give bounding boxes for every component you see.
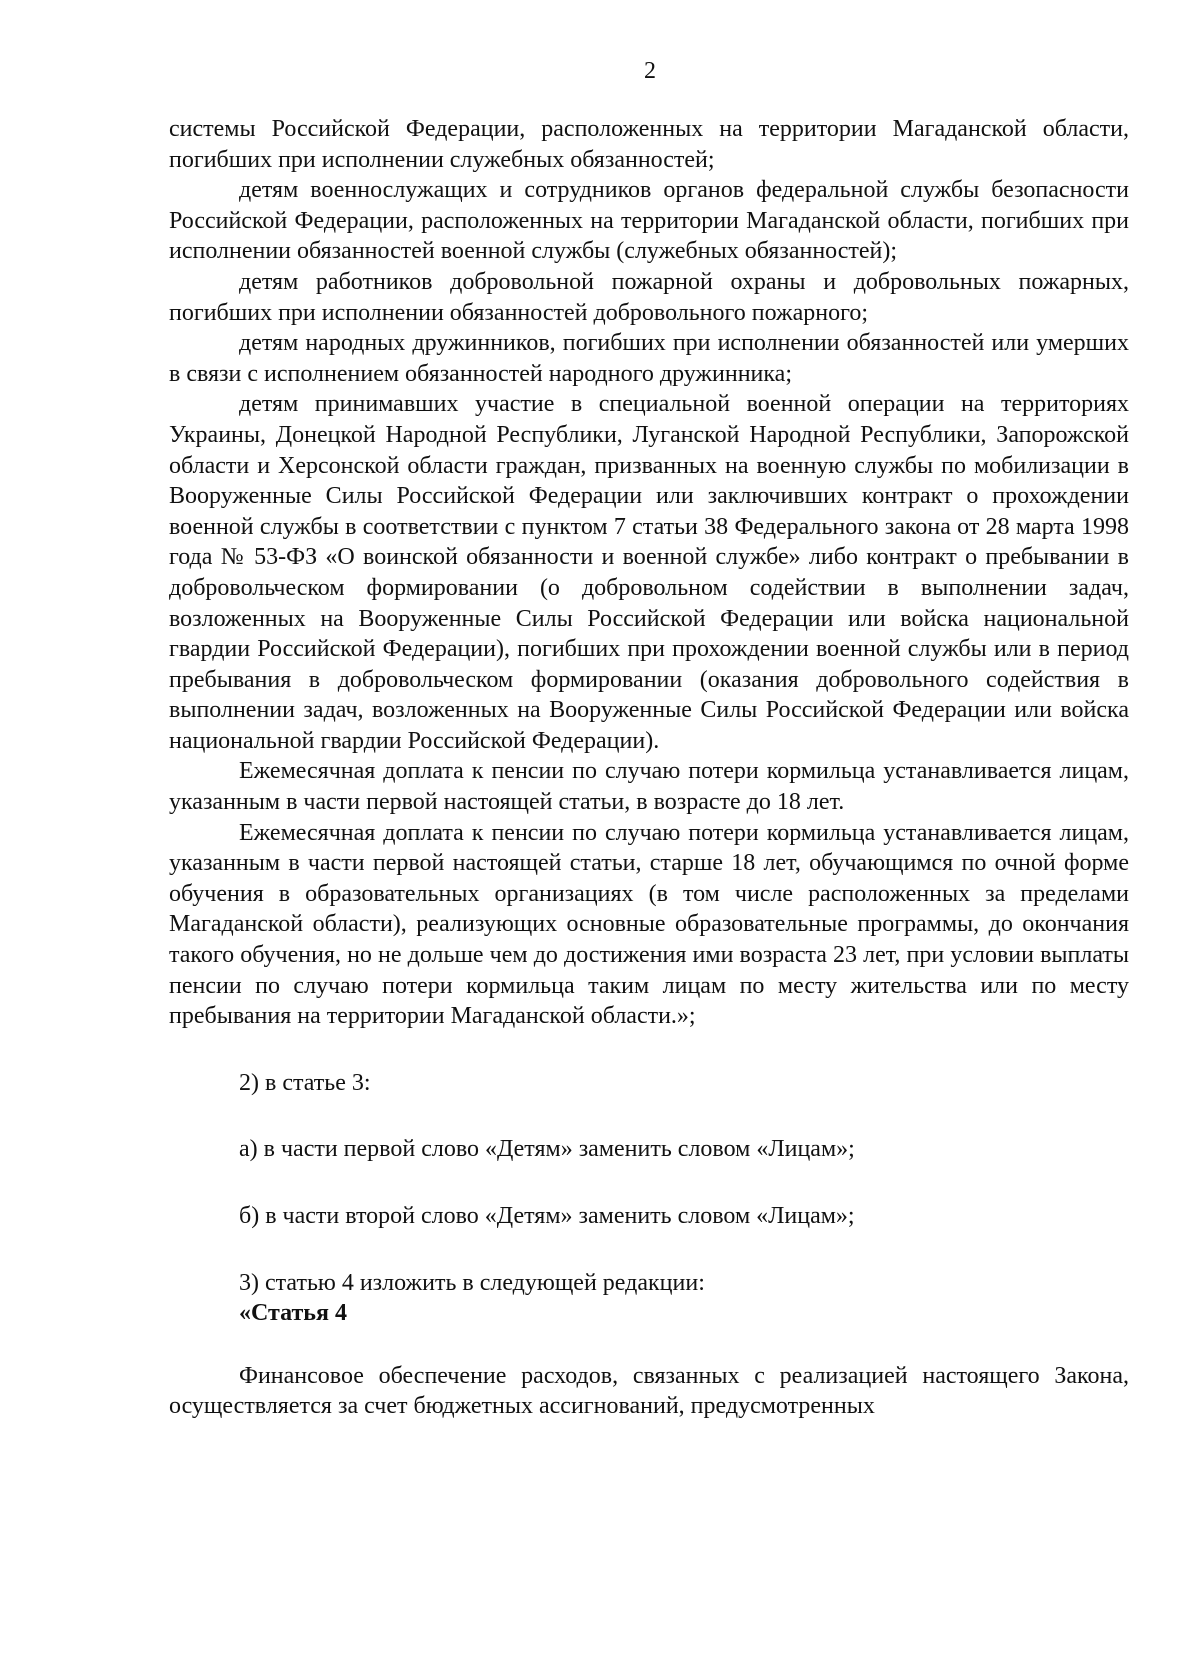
paragraph-militia-children: детям народных дружинников, погибших при исполнении обязанностей или умерших в связи с исполнением обязанностей народного дружинника;: [169, 330, 1129, 387]
paragraph-military-children: детям военнослужащих и сотрудников органов федеральной службы безопасности Российской Федерации, расположенных на территории Магаданской области, погибших при исполнении обязанностей военной службы (служебных обязанностей);: [169, 177, 1129, 265]
spacer: [169, 1165, 1129, 1201]
page-number: 2: [644, 58, 656, 84]
paragraph-continuation: системы Российской Федерации, расположенных на территории Магаданской области, погибших при исполнении служебных обязанностей;: [169, 116, 1129, 173]
paragraph-article-4-text: Финансовое обеспечение расходов, связанных с реализацией настоящего Закона, осуществляется за счет бюджетных ассигнований, предусмотренных: [169, 1362, 1129, 1420]
amendment-item-2: 2) в статье 3:: [239, 1069, 371, 1096]
spacer: [169, 1329, 1129, 1361]
paragraph-firefighter-children: детям работников добровольной пожарной охраны и добровольных пожарных, погибших при исполнении обязанностей добровольного пожарного;: [169, 268, 1129, 326]
article-heading: [169, 1298, 1129, 1329]
amendment-item-2a: а) в части первой слово «Детям» заменить словом «Лицам»;: [239, 1136, 855, 1163]
spacer: [169, 1032, 1129, 1068]
document-body: [169, 114, 1129, 1422]
paragraph-svo-children: детям принимавших участие в специальной военной операции на территориях Украины, Донецкой Народной Республики, Луганской Народной Республики, Запорожской области и Херсонской области граждан, призванных на военную службы по мобилизации в Вооруженные Силы Российской Федерации или заключивших контракт о прохождении военной службы в соответствии с пунктом 7 статьи 38 Федерального закона от 28 марта 1998 года № 53-ФЗ «О воинской обязанности и военной службе» либо контракт о пребывании в добровольческом формировании (о добровольном содействии в выполнении задач, возложенных на Вооруженные Силы Российской Федерации или войска национальной гвардии Российской Федерации), погибших при прохождении военной службы или в период пребывания в добровольческом формировании (оказания добровольного содействия в выполнении задач, возложенных на Вооруженные Силы Российской Федерации или войска национальной гвардии Российской Федерации).: [169, 391, 1129, 754]
paragraph-age-limit: Ежемесячная доплата к пенсии по случаю потери кормильца устанавливается лицам, указанным в части первой настоящей статьи, в возрасте до 18 лет.: [169, 758, 1129, 816]
amendment-item-3: 3) статью 4 изложить в следующей редакции:: [239, 1269, 705, 1296]
article-heading-quote: «: [239, 1300, 251, 1327]
amendment-item-2b: б) в части второй слово «Детям» заменить словом «Лицам»;: [239, 1203, 855, 1229]
spacer: [169, 1232, 1129, 1268]
paragraph-students: Ежемесячная доплата к пенсии по случаю потери кормильца устанавливается лицам, указанным в части первой настоящей статьи, старше 18 лет, обучающимся по очной форме обучения в образовательных организациях (в том числе расположенных за пределами Магаданской области), реализующих основные образовательные программы, до окончания такого обучения, но не дольше чем до достижения ими возраста 23 лет, при условии выплаты пенсии по случаю потери кормильца таким лицам по месту жительства или по месту пребывания на территории Магаданской области.»;: [169, 819, 1129, 1030]
article-heading-title: Статья 4: [251, 1300, 347, 1327]
spacer: [169, 1098, 1129, 1134]
